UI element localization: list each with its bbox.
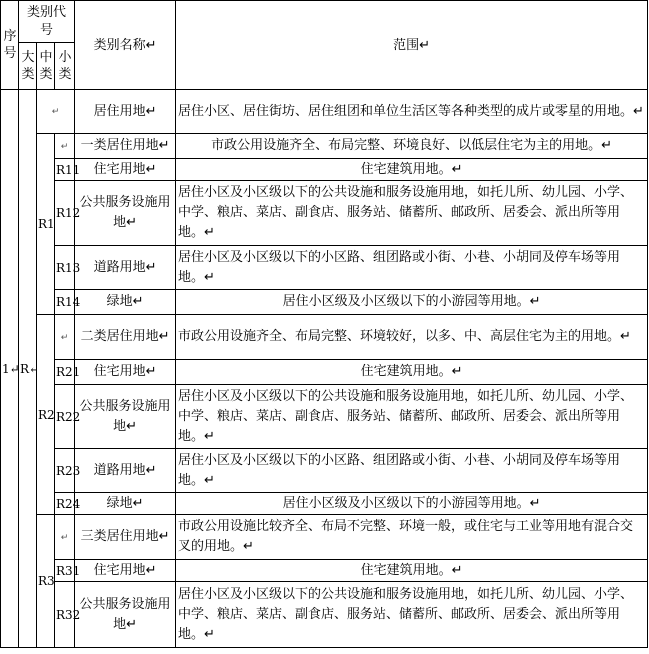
category-name: 公共服务设施用地↵ [75, 181, 176, 246]
mid-code-cell: R1 [37, 134, 55, 315]
minor-code-cell: ↵ [55, 134, 75, 159]
header-major: 大类 [19, 43, 37, 90]
mid-code-cell: R3 [37, 515, 55, 648]
category-name: 绿地↵ [75, 493, 176, 515]
major-code-cell: R↵ [19, 90, 37, 648]
category-scope: 居住小区级及小区级以下的小游园等用地。↵ [176, 290, 648, 315]
category-name: 公共服务设施用地↵ [75, 582, 176, 648]
category-name: 三类居住用地↵ [75, 515, 176, 560]
category-scope: 居住小区、居住街坊、居住组团和单位生活区等各种类型的成片或零星的用地。↵ [176, 90, 648, 134]
minor-code-cell: R11 [55, 159, 75, 181]
category-scope: 住宅建筑用地。↵ [176, 560, 648, 582]
minor-code-cell: R21 [55, 360, 75, 385]
header-minor: 小类 [55, 43, 75, 90]
category-scope: 住宅建筑用地。↵ [176, 159, 648, 181]
minor-code-cell: R31 [55, 560, 75, 582]
empty-code-cell: ↵ [37, 90, 75, 134]
category-scope: 居住小区级及小区级以下的小游园等用地。↵ [176, 493, 648, 515]
minor-code-cell: R13 [55, 246, 75, 290]
category-name: 二类居住用地↵ [75, 315, 176, 360]
minor-code-cell: R22 [55, 385, 75, 449]
category-scope: 市政公用设施齐全、布局完整、环境较好，以多、中、高层住宅为主的用地。↵ [176, 315, 648, 360]
minor-code-cell: R23 [55, 449, 75, 493]
mid-code-cell: R2 [37, 315, 55, 515]
category-name: 住宅用地↵ [75, 360, 176, 385]
category-name: 住宅用地↵ [75, 159, 176, 181]
minor-code-cell: R32 [55, 582, 75, 648]
category-name: 公共服务设施用地↵ [75, 385, 176, 449]
category-scope: 居住小区及小区级以下的公共设施和服务设施用地，如托儿所、幼儿园、小学、中学、粮店、菜店、副食店、服务站、储蓄所、邮政所、居委会、派出所等用地。↵ [176, 385, 648, 449]
minor-code-cell: R24 [55, 493, 75, 515]
category-name: 道路用地↵ [75, 246, 176, 290]
minor-code-cell: R14 [55, 290, 75, 315]
category-scope: 居住小区及小区级以下的公共设施和服务设施用地，如托儿所、幼儿园、小学、中学、粮店、菜店、副食店、服务站、储蓄所、邮政所、居委会、派出所等用地。↵ [176, 181, 648, 246]
category-name: 绿地↵ [75, 290, 176, 315]
category-scope: 居住小区及小区级以下的小区路、组团路或小街、小巷、小胡同及停车场等用地。↵ [176, 246, 648, 290]
category-name: 一类居住用地↵ [75, 134, 176, 159]
category-scope: 居住小区及小区级以下的小区路、组团路或小街、小巷、小胡同及停车场等用地。↵ [176, 449, 648, 493]
header-seq: 序号 [1, 1, 19, 90]
minor-code-cell: ↵ [55, 315, 75, 360]
minor-code-cell: R12 [55, 181, 75, 246]
header-scope: 范围↵ [176, 1, 648, 90]
header-name: 类别名称↵ [75, 1, 176, 90]
category-name: 道路用地↵ [75, 449, 176, 493]
seq-cell: 1↵ [1, 90, 19, 648]
category-scope: 市政公用设施齐全、布局完整、环境良好、以低层住宅为主的用地。↵ [176, 134, 648, 159]
minor-code-cell: ↵ [55, 515, 75, 560]
category-scope: 住宅建筑用地。↵ [176, 360, 648, 385]
header-code-group: 类别代号 [19, 1, 75, 43]
category-scope: 居住小区及小区级以下的公共设施和服务设施用地，如托儿所、幼儿园、小学、中学、粮店、菜店、副食店、服务站、储蓄所、邮政所、居委会、派出所等用地。↵ [176, 582, 648, 648]
category-scope: 市政公用设施比较齐全、布局不完整、环境一般，或住宅与工业等用地有混合交叉的用地。↵ [176, 515, 648, 560]
category-name: 住宅用地↵ [75, 560, 176, 582]
category-name: 居住用地↵ [75, 90, 176, 134]
header-mid: 中类 [37, 43, 55, 90]
